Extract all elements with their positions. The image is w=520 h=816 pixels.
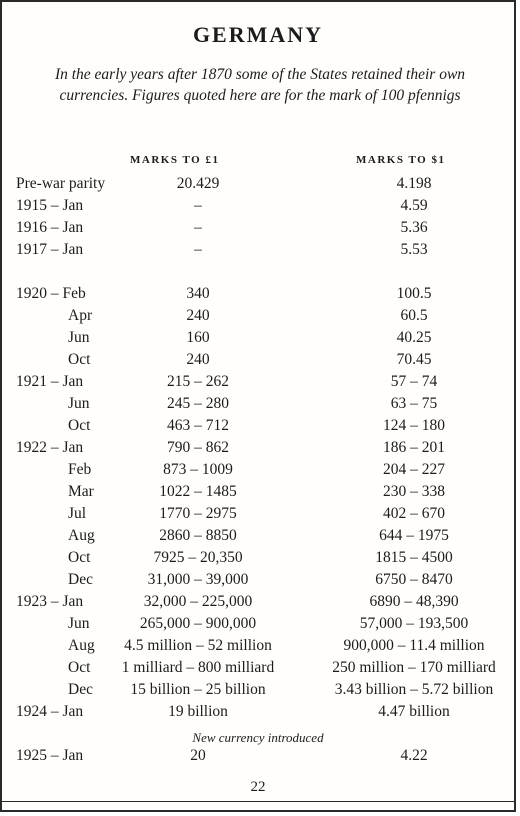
row-marks-per-dollar: 5.36: [400, 219, 428, 236]
row-marks-per-dollar: 124 – 180: [383, 417, 445, 434]
row-marks-per-pound: 265,000 – 900,000: [139, 615, 257, 632]
row-marks-per-dollar: 1815 – 4500: [375, 549, 453, 566]
row-period: 1915 – Jan: [16, 197, 84, 214]
row-period: Oct: [68, 659, 91, 676]
bottom-rule: [2, 801, 514, 802]
row-marks-per-dollar: 40.25: [396, 329, 432, 346]
table-row: [2, 681, 514, 703]
row-period: Jul: [68, 505, 87, 522]
table-row: [2, 373, 514, 395]
row-marks-per-dollar: 60.5: [400, 307, 428, 324]
row-marks-per-pound: 2860 – 8850: [159, 527, 237, 544]
table-row: [2, 703, 514, 725]
row-marks-per-dollar: 230 – 338: [383, 483, 445, 500]
table-row: [2, 395, 514, 417]
row-period: Aug: [68, 527, 95, 544]
table-row: [2, 241, 514, 263]
row-period: Oct: [68, 351, 91, 368]
row-marks-per-pound: 32,000 – 225,000: [143, 593, 253, 610]
row-marks-per-pound: –: [194, 241, 202, 258]
row-period: Oct: [68, 417, 91, 434]
page-number: 22: [250, 779, 266, 795]
row-marks-per-dollar: 4.47 billion: [378, 703, 450, 720]
row-period: Mar: [68, 483, 94, 500]
row-marks-per-pound: 463 – 712: [167, 417, 229, 434]
row-period: Feb: [68, 461, 92, 478]
row-marks-per-pound: 15 billion – 25 billion: [130, 681, 266, 698]
row-marks-per-pound: 20: [190, 747, 206, 764]
row-marks-per-pound: 1022 – 1485: [159, 483, 237, 500]
row-period: Oct: [68, 549, 91, 566]
row-period: Jun: [68, 329, 90, 346]
row-period: Dec: [68, 571, 93, 588]
row-marks-per-pound: 245 – 280: [167, 395, 229, 412]
row-period: 1920 – Feb: [16, 285, 86, 302]
page-title: GERMANY: [192, 22, 324, 47]
row-marks-per-dollar: 57,000 – 193,500: [359, 615, 469, 632]
row-period: 1917 – Jan: [16, 241, 84, 258]
row-marks-per-pound: 240: [186, 351, 210, 368]
table-row: [2, 637, 514, 659]
row-marks-per-pound: 7925 – 20,350: [153, 549, 243, 566]
table-row: [2, 571, 514, 593]
row-marks-per-dollar: 6750 – 8470: [375, 571, 453, 588]
row-marks-per-dollar: 57 – 74: [390, 373, 438, 390]
table-row: [2, 527, 514, 549]
row-marks-per-dollar: 204 – 227: [383, 461, 445, 478]
row-marks-per-dollar: 900,000 – 11.4 million: [343, 637, 485, 654]
row-marks-per-pound: 873 – 1009: [163, 461, 233, 478]
table-row: [2, 659, 514, 681]
table-row: [2, 615, 514, 637]
row-marks-per-pound: 20.429: [176, 175, 220, 192]
row-marks-per-dollar: 6890 – 48,390: [369, 593, 459, 610]
row-marks-per-dollar: 70.45: [396, 351, 432, 368]
row-marks-per-pound: 1770 – 2975: [159, 505, 237, 522]
row-marks-per-pound: 340: [186, 285, 210, 302]
row-marks-per-dollar: 644 – 1975: [379, 527, 449, 544]
column-header-pound: MARKS TO £1: [130, 154, 220, 166]
table-row: [2, 549, 514, 571]
table-row: [2, 593, 514, 615]
row-marks-per-dollar: 4.22: [400, 747, 428, 764]
currency-note: New currency introduced: [192, 730, 324, 745]
table-row: [2, 505, 514, 527]
row-period: 1921 – Jan: [16, 373, 84, 390]
row-marks-per-pound: 790 – 862: [167, 439, 229, 456]
table-row: [2, 351, 514, 373]
table-row: [2, 417, 514, 439]
row-marks-per-dollar: 250 million – 170 milliard: [332, 659, 496, 676]
table-row: [2, 197, 514, 219]
row-marks-per-pound: 19 billion: [168, 703, 228, 720]
row-marks-per-dollar: 186 – 201: [383, 439, 445, 456]
column-header-dollar: MARKS TO $1: [356, 154, 446, 166]
table-row: [2, 285, 514, 307]
row-marks-per-dollar: 4.198: [396, 175, 432, 192]
row-marks-per-pound: 31,000 – 39,000: [147, 571, 249, 588]
exchange-rate-table: [2, 2, 514, 810]
table-row: [2, 461, 514, 483]
row-period: Jun: [68, 395, 90, 412]
row-marks-per-dollar: 5.53: [400, 241, 428, 258]
row-period: 1916 – Jan: [16, 219, 84, 236]
row-period: 1922 – Jan: [16, 439, 84, 456]
row-marks-per-pound: 215 – 262: [167, 373, 229, 390]
row-marks-per-pound: 240: [186, 307, 210, 324]
row-marks-per-dollar: 402 – 670: [383, 505, 445, 522]
row-marks-per-dollar: 100.5: [396, 285, 432, 302]
table-row: [2, 307, 514, 329]
row-marks-per-pound: 1 milliard – 800 milliard: [121, 659, 275, 676]
row-marks-per-pound: 4.5 million – 52 million: [124, 637, 272, 654]
row-marks-per-pound: 160: [186, 329, 210, 346]
row-period: Jun: [68, 615, 90, 632]
row-marks-per-pound: –: [194, 219, 202, 236]
row-period: Pre-war parity: [16, 175, 106, 192]
row-period: Apr: [68, 307, 93, 324]
row-marks-per-dollar: 63 – 75: [390, 395, 438, 412]
row-marks-per-pound: –: [194, 197, 202, 214]
table-row: [2, 219, 514, 241]
row-period: 1925 – Jan: [16, 747, 84, 764]
row-period: Dec: [68, 681, 93, 698]
table-row: [2, 329, 514, 351]
row-marks-per-dollar: 3.43 billion – 5.72 billion: [334, 681, 494, 698]
table-row: [2, 439, 514, 461]
row-period: Aug: [68, 637, 95, 654]
row-period: 1924 – Jan: [16, 703, 84, 720]
intro-paragraph: In the early years after 1870 some of the States retained their own currencies. Figures quoted here are for the mark of 100 pfennigs: [54, 66, 466, 104]
row-period: 1923 – Jan: [16, 593, 84, 610]
table-row: [2, 175, 514, 197]
row-marks-per-dollar: 4.59: [400, 197, 428, 214]
table-row: [2, 483, 514, 505]
table-row: [2, 747, 514, 769]
